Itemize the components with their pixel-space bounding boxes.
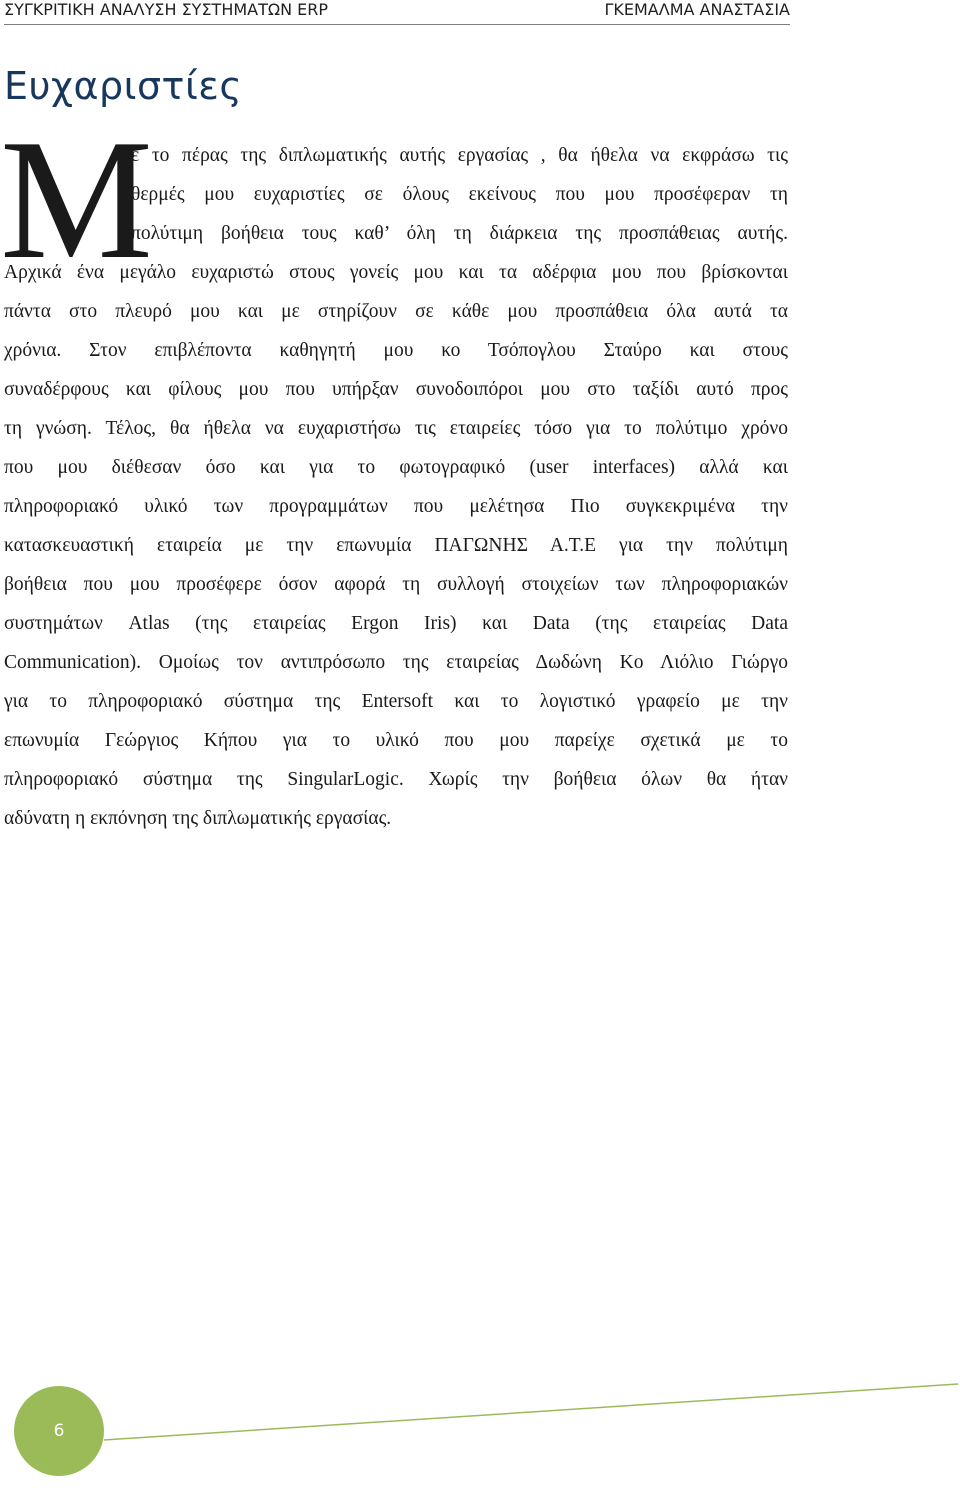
paragraph-line: πληροφοριακό σύστημα της SingularLogic. Χωρίς την βοήθεια όλων θα ήταν [4, 769, 788, 790]
paragraph-line: πληροφοριακό υλικό των προγραμμάτων που μελέτησα Πιο συγκεκριμένα την [4, 496, 788, 517]
paragraph-line: συστημάτων Atlas (της εταιρείας Ergon Iris) και Data (της εταιρείας Data [4, 613, 788, 634]
paragraph-line: αδύνατη η εκπόνηση της διπλωματικής εργασίας. [4, 808, 392, 829]
section-heading: Ευχαριστίες [4, 64, 243, 108]
paragraph-line: Αρχικά ένα μεγάλο ευχαριστώ στους γονείς μου και τα αδέρφια μου που βρίσκονται [4, 262, 788, 283]
paragraph-line: για το πληροφοριακό σύστημα της Entersoft και το λογιστικό γραφείο με την [4, 691, 788, 712]
paragraph-line: τη γνώση. Τέλος, θα ήθελα να ευχαριστήσω τις εταιρείες τόσο για το πολύτιμο χρόνο [4, 418, 788, 439]
paragraph-line: βοήθεια που μου προσέφερε όσον αφορά τη συλλογή στοιχείων των πληροφοριακών [4, 574, 788, 595]
drop-cap-letter: Μ [0, 105, 153, 295]
paragraph-line: πάντα στο πλευρό μου και με στηρίζουν σε κάθε μου προσπάθεια όλα αυτά τα [4, 301, 788, 322]
header-author-name: ΓΚΕΜΑΛΜΑ ΑΝΑΣΤΑΣΙΑ [604, 0, 790, 19]
paragraph-line: Communication). Ομοίως τον αντιπρόσωπο της εταιρείας Δωδώνη Κο Λιόλιο Γιώργο [4, 652, 788, 673]
page-number-badge [14, 1386, 104, 1476]
paragraph-line: κατασκευαστική εταιρεία με την επωνυμία ΠΑΓΩΝΗΣ Α.Τ.Ε για την πολύτιμη [4, 535, 788, 556]
paragraph-line: που μου διέθεσαν όσο και για το φωτογραφικό (user interfaces) αλλά και [4, 457, 788, 478]
paragraph-line: θερμές μου ευχαριστίες σε όλους εκείνους που μου προσέφεραν τη [131, 184, 788, 205]
page-number: 6 [53, 1421, 65, 1441]
paragraph-line: χρόνια. Στον επιβλέποντα καθηγητή μου κο Τσόπογλου Σταύρο και στους [4, 340, 788, 361]
paragraph-line: επωνυμία Γεώργιος Κήπου για το υλικό που μου παρείχε σχετικά με το [4, 730, 788, 751]
paragraph-line: συναδέρφους και φίλους μου που υπήρξαν συνοδοιπόροι μου στο ταξίδι αυτό προς [4, 379, 788, 400]
header-document-title: ΣΥΓΚΡΙΤΙΚΗ ΑΝΑΛΥΣΗ ΣΥΣΤΗΜΑΤΩΝ ERP [4, 0, 329, 19]
paragraph-line: ε το πέρας της διπλωματικής αυτής εργασίας , θα ήθελα να εκφράσω τις [131, 145, 788, 166]
paragraph-line: πολύτιμη βοήθεια τους καθ’ όλη τη διάρκεια της προσπάθειας αυτής. [131, 223, 788, 244]
